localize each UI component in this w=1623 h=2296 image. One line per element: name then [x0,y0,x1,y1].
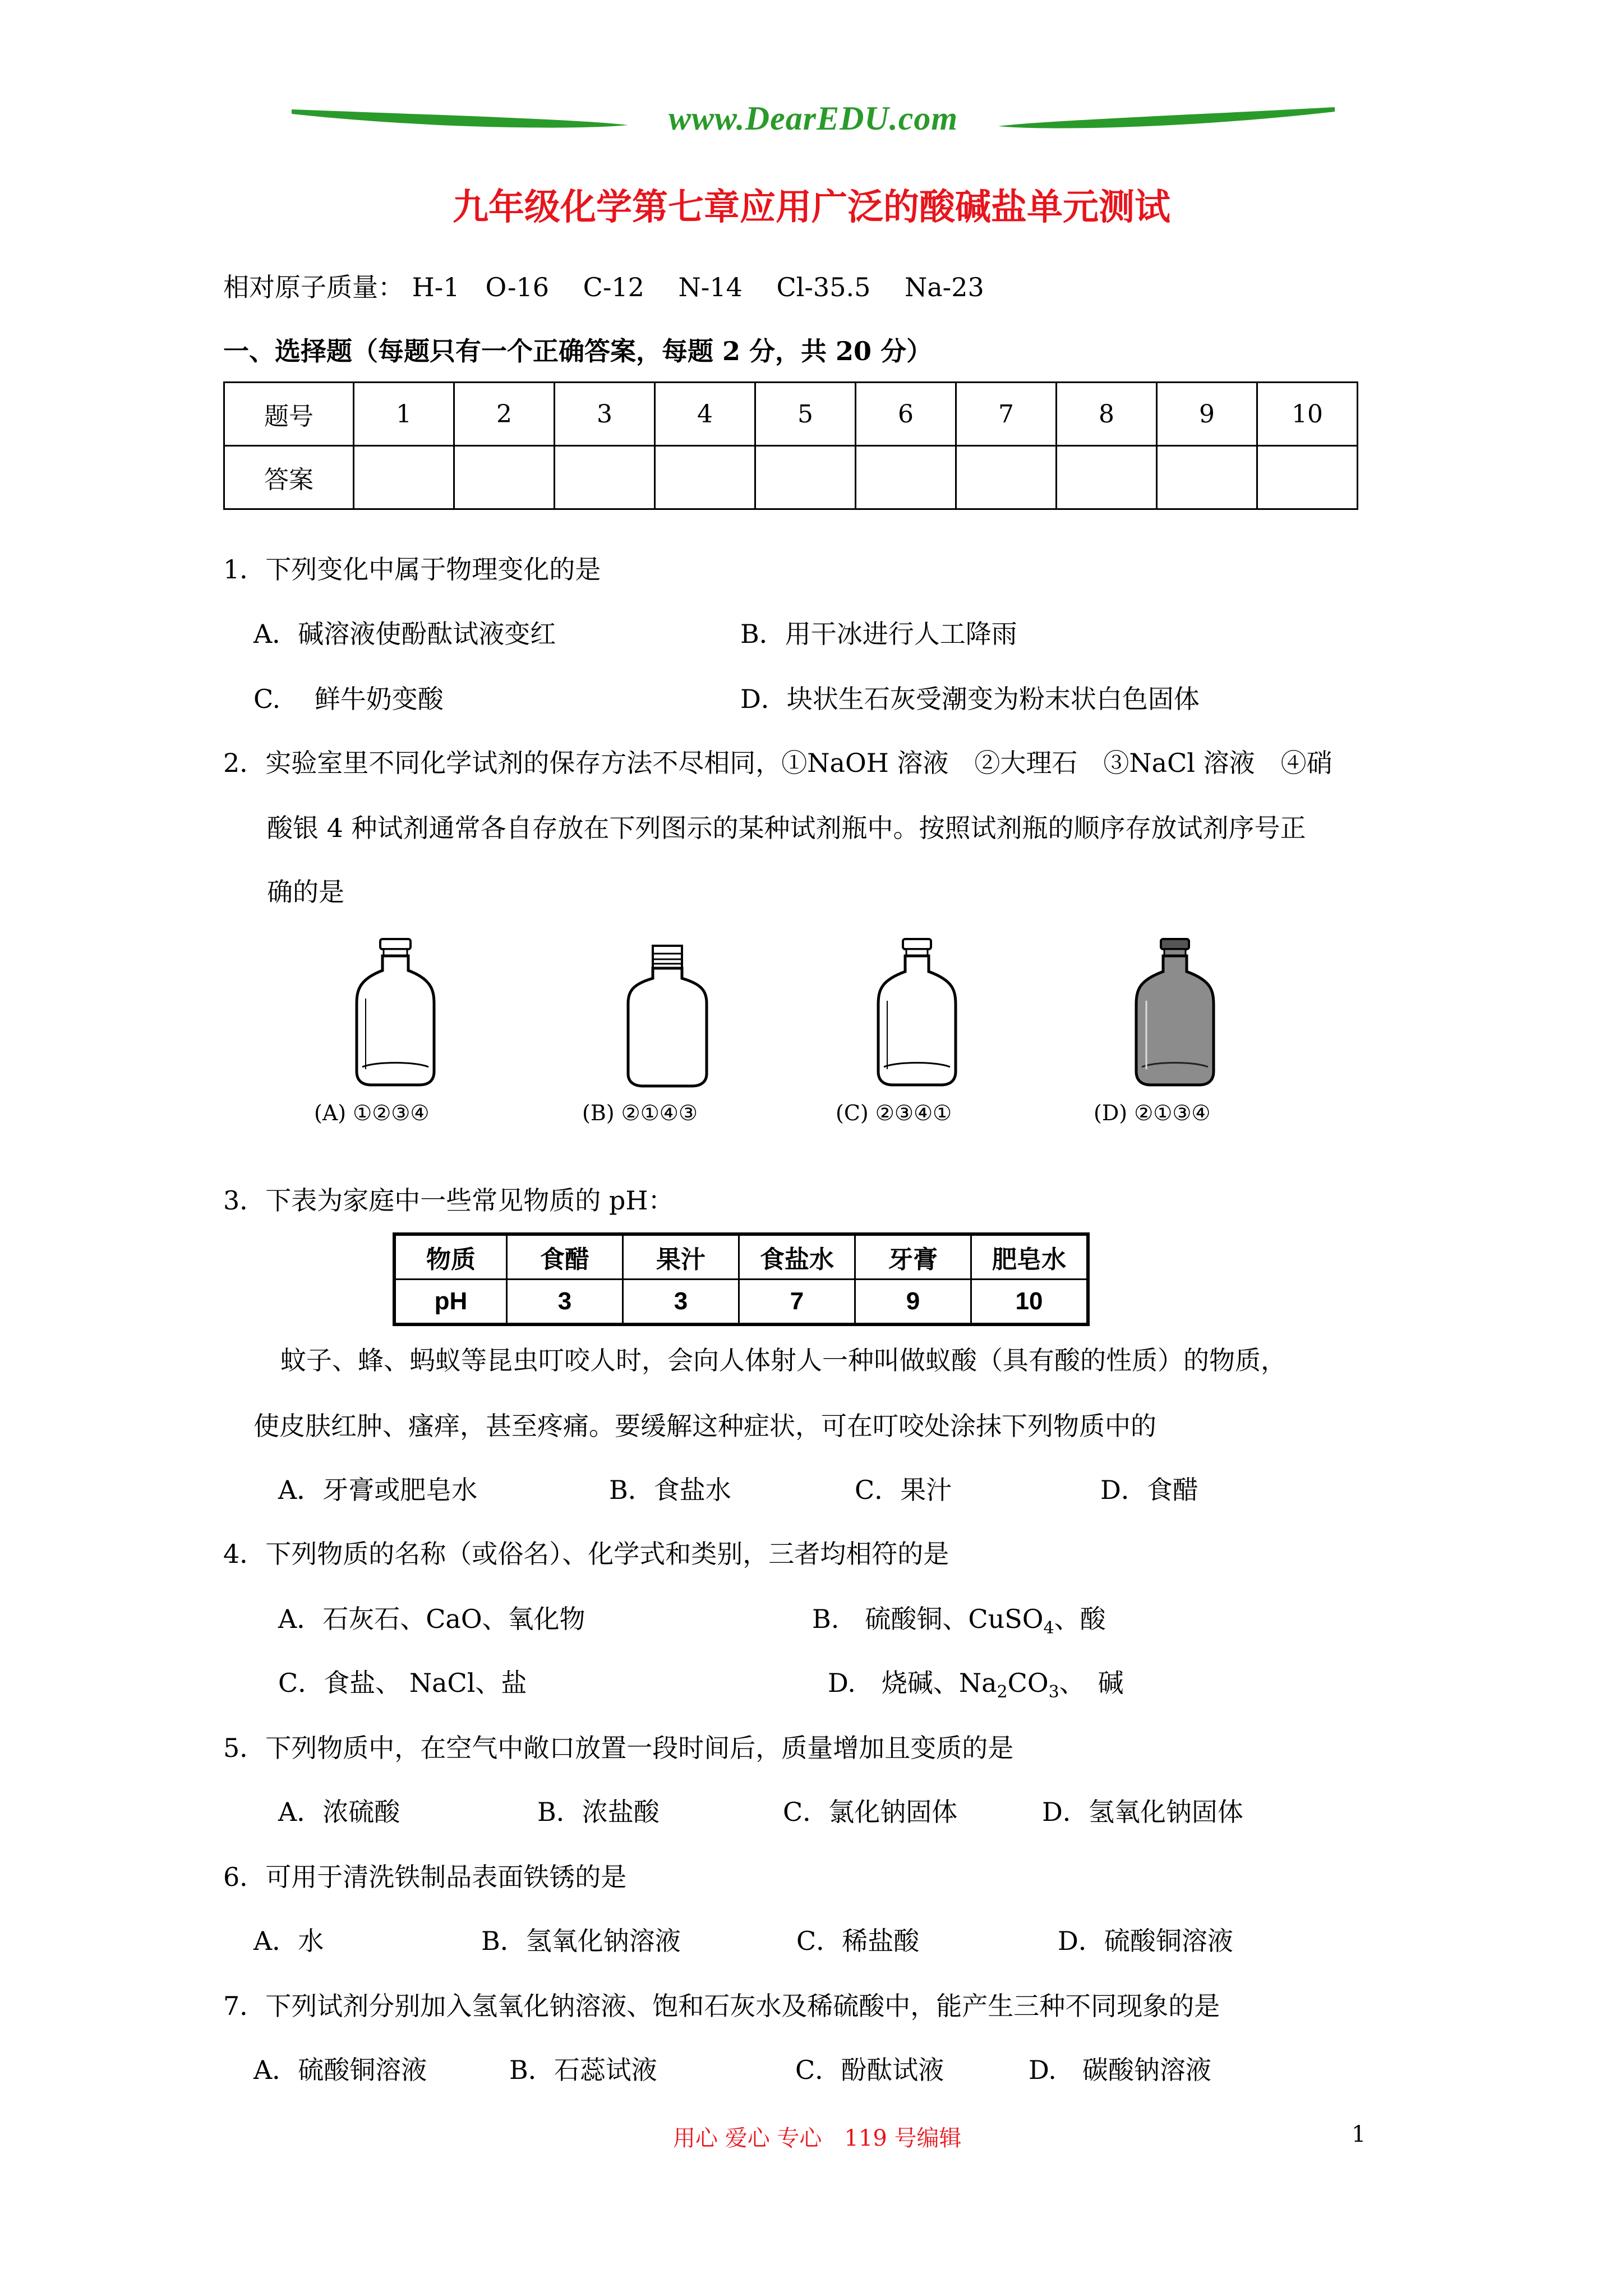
option-a: A．浓硫酸 [278,1797,400,1827]
question-stem-cont: 确的是 [267,877,344,907]
option-d: D. 烧碱、$Na_2CO_3$、 碱 [828,1668,1124,1703]
substance-cell: 牙膏 [855,1234,971,1280]
question-stem: 5．下列物质中，在空气中敞口放置一段时间后，质量增加且变质的是 [223,1733,1014,1763]
option-a: A．石灰石、CaO、氧化物 [278,1604,585,1634]
ph-value-cell: 3 [623,1280,739,1325]
question-stem: 4．下列物质的名称（或俗名）、化学式和类别，三者均相符的是 [223,1539,949,1569]
question-number-cell: 6 [856,383,956,446]
table-header-cell: 物质 [394,1234,507,1280]
answer-cell[interactable] [1157,446,1257,509]
answer-cell[interactable] [1257,446,1358,509]
option-c: C．果汁 [855,1475,952,1505]
option-d: D．块状生石灰受潮变为粉末状白色固体 [740,684,1200,714]
question-number-cell: 1 [354,383,454,446]
option-d: D．食醋 [1100,1475,1198,1505]
substance-cell: 食醋 [507,1234,623,1280]
ground-glass-clear-bottle-icon [353,937,437,1088]
option-b: B．石蕊试液 [509,2055,657,2085]
substance-cell: 食盐水 [739,1234,855,1280]
bottle-option-d: (D) ②①③④ [1094,1101,1211,1125]
option-a: A．水 [253,1926,324,1956]
answer-cell[interactable] [1057,446,1157,509]
brown-glass-bottle-icon [1133,937,1217,1088]
answer-cell[interactable] [856,446,956,509]
option-b: B．用干冰进行人工降雨 [740,619,1017,649]
option-b: B. 硫酸铜、CuSO$_4$、酸 [812,1604,1106,1639]
ph-value-cell: 10 [971,1280,1089,1325]
page-title: 九年级化学第七章应用广泛的酸碱盐单元测试 [453,186,1170,228]
option-a: A．碱溶液使酚酞试液变红 [253,619,556,649]
bottle-option-c: (C) ②③④① [836,1101,952,1125]
ph-table [393,1232,1090,1326]
question-number-cell: 10 [1257,383,1358,446]
answer-table [223,381,1358,510]
option-c: C. 鲜牛奶变酸 [253,684,444,714]
question-paragraph: 使皮肤红肿、瘙痒，甚至疼痛。要缓解这种症状，可在叮咬处涂抹下列物质中的 [253,1411,1156,1441]
question-stem: 6．可用于清洗铁制品表面铁锈的是 [223,1862,627,1892]
option-c: C．食盐、 NaCl、盐 [278,1668,527,1698]
ph-value-cell: 7 [739,1280,855,1325]
option-d: D．氢氧化钠固体 [1042,1797,1243,1827]
question-number-cell: 5 [755,383,856,446]
question-number-cell: 2 [454,383,555,446]
substance-cell: 肥皂水 [971,1234,1089,1280]
question-number-cell: 9 [1157,383,1257,446]
substance-cell: 果汁 [623,1234,739,1280]
question-stem-cont: 酸银 4 种试剂通常各自存放在下列图示的某种试剂瓶中。按照试剂瓶的顺序存放试剂序号正 [267,813,1306,843]
logo-text: www.DearEDU.com [668,100,958,137]
question-stem: 3．下表为家庭中一些常见物质的 pH： [223,1185,674,1216]
ph-value-cell: 3 [507,1280,623,1325]
question-stem: 2．实验室里不同化学试剂的保存方法不尽相同，①NaOH 溶液 ②大理石 ③NaCl 溶液 ④硝 [223,748,1332,778]
table-header-cell: pH [394,1280,507,1325]
ph-value-cell: 9 [855,1280,971,1325]
question-paragraph: 蚊子、蜂、蚂蚁等昆虫叮咬人时，会向人体射人一种叫做蚁酸（具有酸的性质）的物质， [280,1345,1287,1375]
table-header-cell: 题号 [224,383,354,446]
question-number-cell: 4 [655,383,755,446]
question-number-cell: 8 [1057,383,1157,446]
section-heading: 一、选择题（每题只有一个正确答案，每题 2 分，共 20 分） [223,336,933,366]
page-number: 1 [1352,2122,1366,2147]
question-number-cell: 7 [956,383,1057,446]
option-c: C．酚酞试液 [795,2055,944,2085]
question-number-cell: 3 [555,383,655,446]
bottle-option-a: (A) ①②③④ [314,1101,430,1125]
atomic-masses: 相对原子质量： H-1 O-16 C-12 N-14 Cl-35.5 Na-23 [223,272,984,302]
option-a: A．硫酸铜溶液 [253,2055,427,2085]
table-header-cell: 答案 [224,446,354,509]
footer-text: 用心 爱心 专心 119 号编辑 [673,2125,962,2151]
option-d: D. 碳酸钠溶液 [1029,2055,1211,2085]
option-d: D．硫酸铜溶液 [1058,1926,1233,1956]
question-stem: 7．下列试剂分别加入氢氧化钠溶液、饱和石灰水及稀硫酸中，能产生三种不同现象的是 [223,1991,1220,2021]
option-c: C．稀盐酸 [796,1926,920,1956]
answer-cell[interactable] [755,446,856,509]
option-b: B．食盐水 [609,1475,731,1505]
bottle-option-b: (B) ②①④③ [582,1101,698,1125]
option-a: A．牙膏或肥皂水 [278,1475,478,1505]
site-logo [292,98,1335,149]
answer-cell[interactable] [555,446,655,509]
option-b: B．浓盐酸 [537,1797,660,1827]
answer-cell[interactable] [655,446,755,509]
question-stem: 1．下列变化中属于物理变化的是 [223,554,601,585]
answer-cell[interactable] [454,446,555,509]
option-c: C．氯化钠固体 [783,1797,958,1827]
answer-cell[interactable] [956,446,1057,509]
rubber-stopper-bottle-icon [623,937,712,1088]
option-b: B．氢氧化钠溶液 [481,1926,681,1956]
narrow-mouth-clear-bottle-icon [875,937,959,1088]
answer-cell[interactable] [354,446,454,509]
